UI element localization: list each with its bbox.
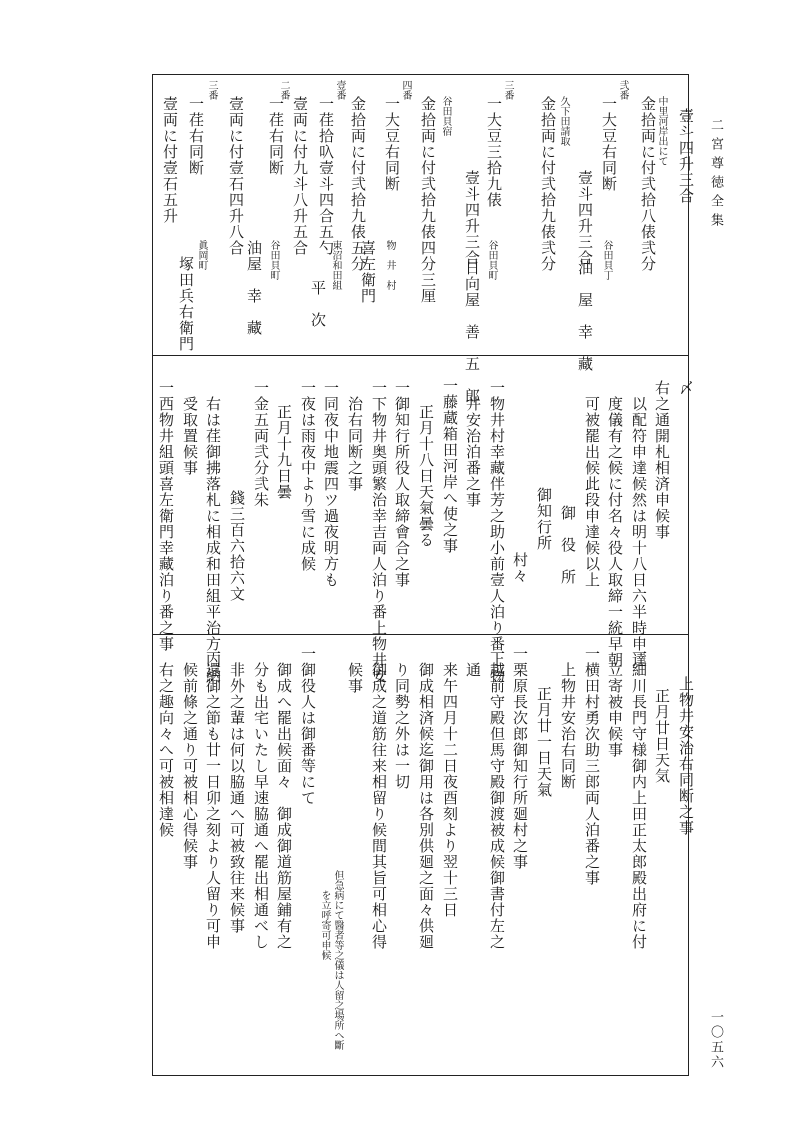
text-column: 一下物井奥頭繁治幸吉両人泊り番上物井安	[370, 380, 388, 684]
text-column: 正月十九日曇	[275, 404, 293, 500]
text-column: 谷田貝宿	[440, 96, 451, 136]
text-column: 谷田貝丁	[601, 240, 612, 280]
text-column: 一御役人は御番等にて	[299, 646, 317, 806]
text-column: 東沼和田組	[330, 240, 341, 290]
text-column: 一細川長門守様御内上田正太郎殿出府に付	[630, 646, 648, 950]
text-column: 錢三百六拾六文	[228, 490, 246, 602]
text-column: 通	[464, 662, 482, 678]
text-column: 一荏拾叺壹斗四合五勺	[317, 96, 335, 256]
text-column: 候事	[346, 662, 364, 694]
text-column: 上物井安治右同断	[559, 662, 577, 790]
text-column: 一大豆三拾九俵	[485, 96, 503, 208]
book-title: 二宮尊徳全集	[708, 118, 723, 232]
text-column: 右は荏御拂落札に相成和田組平治方内納	[204, 396, 222, 684]
text-column: り同勢之外は一切	[393, 662, 411, 790]
text-column: 壹番	[334, 80, 345, 100]
text-column: 右之通開札相済申候事	[653, 380, 671, 540]
section-divider-top	[152, 355, 689, 356]
text-column: 御 役 所	[559, 505, 577, 585]
text-column: 正月廿日天気	[653, 688, 671, 784]
text-column: 金拾両に付弐拾九俵四分三厘	[419, 96, 437, 304]
text-column: 金拾両に付弐拾九俵弐分	[539, 96, 557, 272]
text-column: 一荏右同断	[267, 96, 285, 176]
text-column: 〆	[677, 380, 695, 396]
text-column: 一西物井組頭喜左衛門幸藏泊り番之事	[157, 380, 175, 652]
text-column: 物 井 村	[384, 240, 395, 290]
text-column: 壹両に付九斗八升五合	[291, 96, 309, 256]
text-column: 一栗原長次郎御知行所廻村之事	[511, 646, 529, 870]
text-column: 一物井村幸藏伴芳之助小前壹人泊り番上物	[488, 380, 506, 684]
text-column: 中里河岸出にて	[656, 96, 667, 166]
text-column: 四番	[400, 80, 411, 100]
text-column: 一御知行所役人取締會合之事	[393, 380, 411, 588]
text-column: 壹斗四升三合	[463, 170, 481, 266]
text-column: 一藤蔵箱田河岸へ使之事	[441, 378, 459, 554]
text-column: 金拾両に付弐拾九俵五分	[349, 96, 367, 272]
text-column: 受取置候事	[181, 396, 199, 476]
text-column: 可被罷出候此段申達候以上	[583, 396, 601, 588]
text-column: 塚田兵右衛門	[177, 256, 195, 352]
text-column: 来午四月十二日夜酉刻より翌十三日	[441, 662, 459, 918]
text-column: 候前條之通り可被相心得候事	[181, 662, 199, 870]
text-column: 久下田請取	[558, 96, 569, 146]
text-column: 平 次	[309, 280, 327, 328]
text-column: 一荏右同断	[187, 96, 205, 176]
text-column: 正月十八日天氣曇る	[417, 404, 435, 548]
text-column: 壹両に付壹石五升	[161, 96, 179, 224]
text-column: 以配符申達候然は明十八日六半時申達	[630, 396, 648, 668]
text-column: 非外之輩は何以脇通へ可被致往来候事	[228, 662, 246, 934]
text-column: 壹両に付壹石四升八合	[227, 96, 245, 256]
text-column: 一金五両弐分弐朱	[252, 380, 270, 508]
text-column: を立呼寄可申候	[319, 890, 330, 960]
text-column: 谷田貝町	[268, 240, 279, 280]
text-column: 一大豆右同断	[600, 96, 618, 192]
text-column: 眞岡町	[196, 240, 207, 270]
text-column: 一横田村勇次助三郎両人泊番之事	[583, 646, 601, 886]
text-column: 御成へ罷出候面々 御成御道筋屋鋪有之	[275, 662, 293, 950]
text-column: 油 屋 幸 藏	[576, 260, 594, 372]
page-number: 一〇五六	[708, 1010, 723, 1070]
text-column: 正月廿一日天氣	[535, 686, 553, 798]
text-column: 谷田貝町	[486, 240, 497, 280]
text-column: 弐番	[617, 80, 628, 100]
text-column: 一夜は雨夜中より雪に成候	[299, 380, 317, 572]
text-column: 但急病にて醫者等之儀は人留之場所へ斷	[332, 870, 343, 1050]
text-column: 治右同断之事	[346, 396, 364, 492]
text-column: 油屋 幸 藏	[245, 240, 263, 336]
text-column: 一大豆右同断	[383, 96, 401, 192]
text-column: 壹斗四升三合	[576, 170, 594, 266]
text-column: 金拾両に付弐拾八俵弐分	[639, 96, 657, 272]
text-column: 二番	[278, 80, 289, 100]
text-column: 立寄被申候事	[606, 662, 624, 758]
text-column: 一越前守殿但馬守殿御渡被成候御書付左之	[488, 646, 506, 950]
text-column: 上物井安治右同断之事	[677, 676, 695, 836]
text-column: 村々	[511, 552, 529, 584]
text-column: 日向屋 善 五 郎	[463, 260, 481, 404]
text-column: 右之趣向々へ可被相達候	[157, 662, 175, 838]
text-column: 一同夜中地震四ツ過夜明方も	[322, 380, 340, 588]
text-column: 御知行所	[535, 487, 553, 551]
text-column: 分も出宅いたし早速脇通へ罷出相通べし	[252, 662, 270, 950]
text-column: 一還御之節も廿一日卯之刻より人留り可申	[204, 646, 222, 950]
text-column: 三番	[502, 80, 513, 100]
text-column: 喜左衛門	[359, 240, 377, 304]
text-column: 壹斗四升三合	[677, 108, 695, 204]
text-column: 御成之道筋往来相留り候間其旨可相心得	[370, 662, 388, 950]
text-column: 井安治泊番之事	[464, 396, 482, 508]
text-column: 御成相済候迄御用は各別供廻之面々供廻	[417, 662, 435, 950]
text-column: 度儀有之候に付名々役人取締一統早朝	[606, 396, 624, 668]
text-column: 三番	[206, 80, 217, 100]
